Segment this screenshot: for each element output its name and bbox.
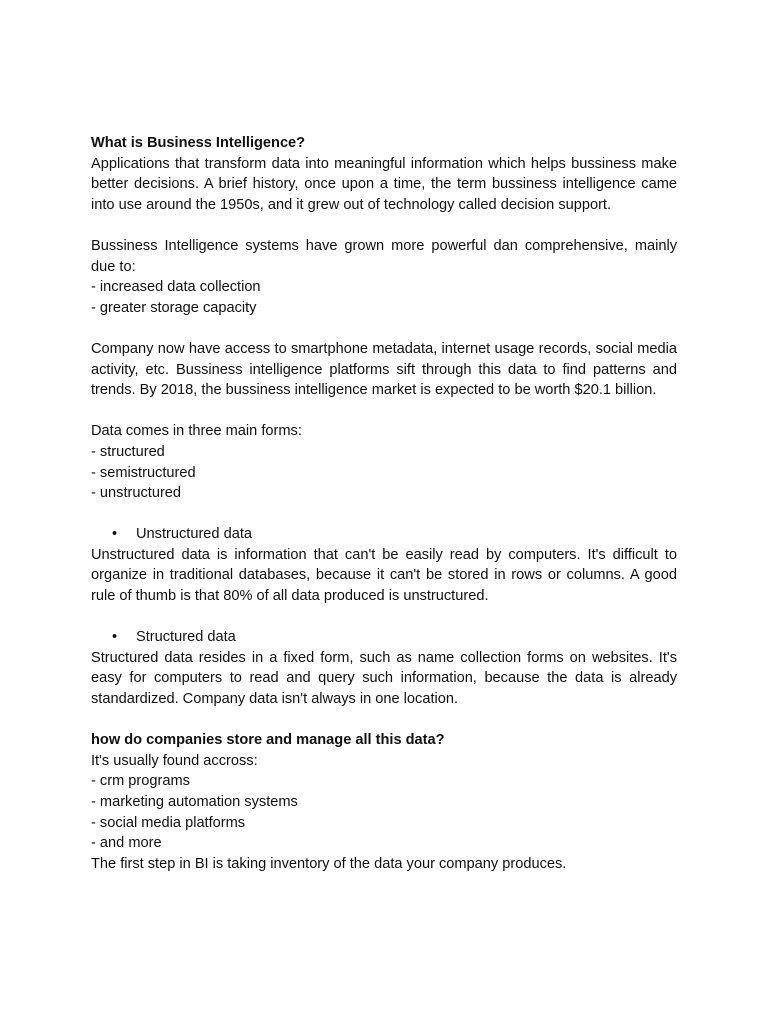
spacer — [91, 318, 677, 339]
storage-intro: It's usually found accross: — [91, 752, 258, 769]
spacer — [91, 504, 677, 525]
structured-bullet: • Structured data — [91, 627, 677, 648]
spacer — [91, 401, 677, 422]
storage-item: - social media platforms — [91, 814, 246, 831]
storage-closing: The first step in BI is taking inventory of the data your company produces. — [91, 855, 567, 872]
structured-paragraph: Structured data resides in a fixed form, such as name collection forms on websites. It's easy for computers to read and query such information, because the data is already standardized. Company data isn't always in one location. — [91, 649, 677, 708]
access-paragraph: Company now have access to smartphone metadata, internet usage records, social media activity, etc. Bussiness intelligence platforms sift through this data to find patterns and trends. By 2018, the bussiness intelligence market is expected to be worth $20.1 billion. — [91, 340, 677, 399]
growth-item: - greater storage capacity — [91, 299, 257, 316]
document-title: What is Business Intelligence? — [91, 135, 306, 151]
unstructured-bullet: • Unstructured data — [91, 524, 677, 545]
storage-heading: how do companies store and manage all this data? — [91, 732, 445, 749]
growth-paragraph: Bussiness Intelligence systems have grown more powerful dan comprehensive, mainly due to: — [91, 237, 677, 275]
storage-item: - crm programs — [91, 773, 190, 790]
storage-item: - marketing automation systems — [91, 794, 298, 810]
document-body — [91, 133, 677, 874]
intro-paragraph: Applications that transform data into meaningful information which helps bussiness make better decisions. A brief history, once upon a time, the term bussiness intelligence came into use around the 1950s, and it grew out of technology called decision support. — [91, 155, 677, 213]
structured-bullet-list — [91, 627, 677, 648]
forms-intro: Data comes in three main forms: — [91, 423, 302, 440]
storage-item: - and more — [91, 835, 162, 852]
forms-item: - structured — [91, 443, 165, 460]
forms-item: - unstructured — [91, 485, 182, 502]
unstructured-bullet-list — [91, 524, 677, 545]
spacer — [91, 607, 677, 628]
spacer — [91, 215, 677, 236]
spacer — [91, 710, 677, 731]
forms-item: - semistructured — [91, 464, 196, 481]
unstructured-paragraph: Unstructured data is information that can't be easily read by computers. It's difficult to organize in traditional databases, because it can't be stored in rows or columns. A good rule of thumb is that 80% of all data produced is unstructured. — [91, 546, 677, 605]
growth-item: - increased data collection — [91, 279, 261, 296]
